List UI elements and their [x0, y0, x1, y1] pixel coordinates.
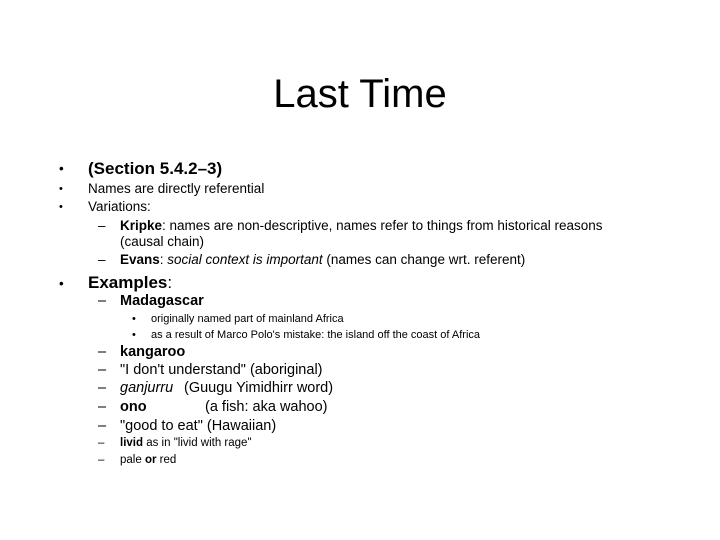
dash: – [98, 362, 107, 378]
madagascar-text: Madagascar [120, 293, 204, 309]
kripke-line [120, 218, 602, 233]
livid-line [120, 437, 252, 449]
bullet: • [132, 313, 136, 325]
ganjurru-text: ganjurru [120, 380, 174, 396]
bullet: • [59, 201, 63, 213]
dash: – [98, 380, 107, 396]
dont-understand-text: "I don't understand" (aboriginal) [120, 362, 323, 378]
evans-line [120, 252, 525, 267]
evans-rest: (names can change wrt. referent) [322, 252, 526, 267]
bullet: • [59, 276, 64, 291]
dash: – [98, 454, 105, 466]
dash: – [98, 252, 106, 267]
madagascar-sub-item: as a result of Marco Polo's mistake: the island off the coast of Africa [151, 329, 481, 341]
variations-text: Variations: [88, 199, 151, 214]
ono-note: (a fish: aka wahoo) [205, 399, 328, 415]
slide-title: Last Time [273, 72, 447, 116]
madagascar-sub-item: originally named part of mainland Africa [151, 313, 344, 325]
section-heading: (Section 5.4.2–3) [88, 159, 223, 178]
or-word: or [141, 454, 160, 466]
ganjurru-note: (Guugu Yimidhirr word) [184, 380, 334, 396]
kangaroo-text: kangaroo [120, 344, 186, 360]
evans-name: Evans [120, 252, 160, 267]
kripke-text-cont: (causal chain) [120, 234, 205, 249]
good-to-eat-text: "good to eat" (Hawaiian) [120, 418, 277, 434]
dash: – [98, 293, 107, 309]
kripke-text: : names are non-descriptive, names refer to things from historical reasons [162, 218, 603, 233]
livid-word: livid [120, 437, 144, 449]
evans-colon: : [159, 252, 168, 267]
examples-label: Examples [88, 273, 168, 292]
pale-word: pale [120, 454, 142, 466]
ono-text: ono [120, 399, 147, 415]
examples-heading [88, 273, 172, 293]
dash: – [98, 418, 107, 434]
names-referential-text: Names are directly referential [88, 181, 265, 196]
livid-note: as in "livid with rage" [143, 437, 252, 449]
red-word: red [159, 454, 177, 466]
bullet: • [59, 183, 63, 195]
kripke-name: Kripke [120, 218, 163, 233]
dash: – [98, 437, 105, 449]
evans-italic: social context is important [167, 252, 323, 267]
dash: – [98, 344, 107, 360]
dash: – [98, 399, 107, 415]
examples-colon: : [167, 273, 173, 292]
dash: – [98, 218, 106, 233]
bullet: • [59, 161, 64, 176]
pale-red-line [120, 454, 176, 466]
bullet: • [132, 329, 136, 341]
